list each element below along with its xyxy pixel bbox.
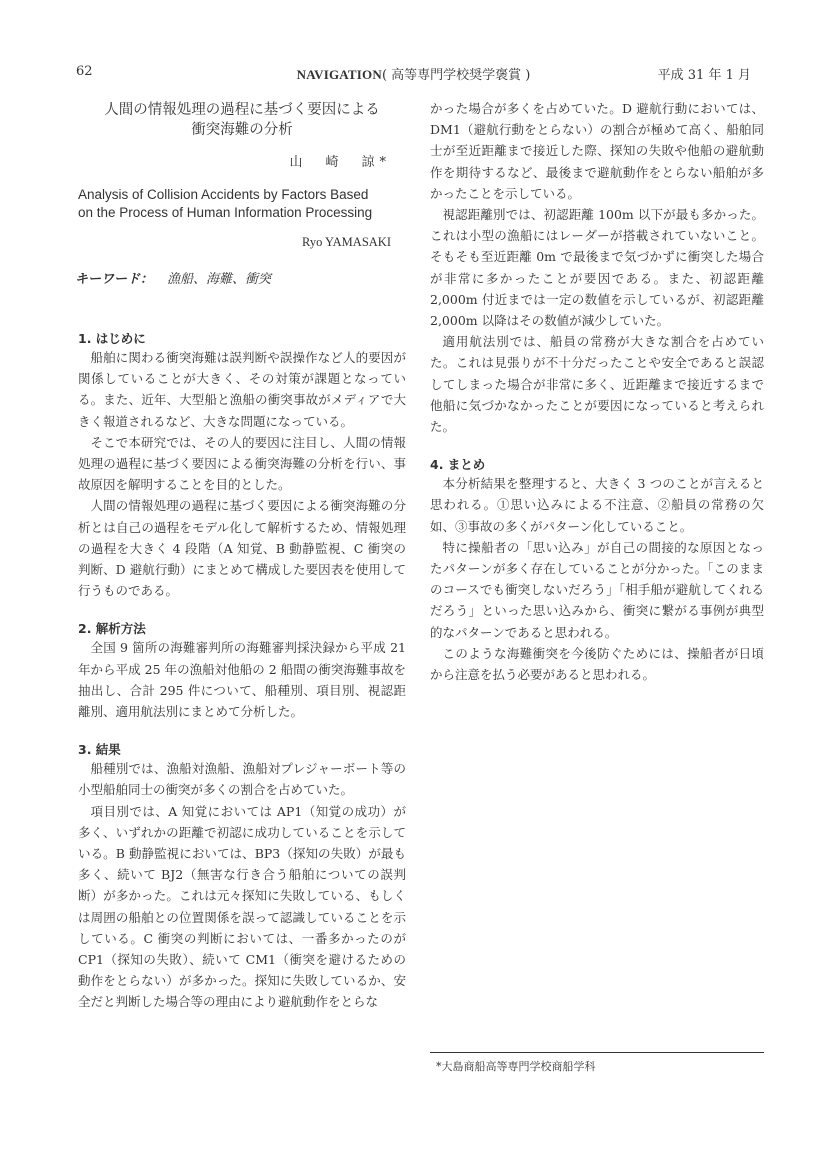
keywords-label: キーワード： (75, 272, 154, 287)
author-en: Ryo YAMASAKI (302, 235, 391, 249)
s1-paragraph-2: そこで本研究では、その人的要因に注目し、人間の情報処理の過程に基づく要因による衝突海難の分析を行い、事故原因を解明することを目的とした。 (78, 434, 406, 493)
author-ja: 山 崎 諒* (289, 155, 391, 170)
title-en-line1: Analysis of Collision Accidents by Factors Based (78, 187, 369, 202)
journal-name: NAVIGATION (296, 67, 382, 82)
article-title-ja (78, 100, 406, 140)
section-heading-1: 1. はじめに (78, 331, 146, 346)
left-column (78, 329, 406, 1013)
s1-paragraph-3: 人間の情報処理の過程に基づく要因による衝突海難の分析とは自己の過程をモデル化して解析するため、情報処理の過程を大きく 4 段階（A 知覚、B 動静監視、C 衝突の判断、D 避航行動）にまとめて構成した要因表を使用して行うものである。 (78, 498, 406, 599)
section-heading-3: 3. 結果 (78, 742, 121, 758)
article-title-en (78, 186, 408, 222)
page-number: 62 (76, 64, 93, 79)
s3-paragraph-3: 視認距離別では、初認距離 100m 以下が最も多かった。これは小型の漁船にはレーダーが搭載されていないこと。そもそも至近距離 0m で最後まで気づかずに衝突した場合が非常に多かったことが要因である。また、初認距離 2,000m 付近までは一定の数値を示しているが、初認距離 2,000m 以降はその数値が減少していた。 (430, 207, 764, 329)
section-heading-2: 2. 解析方法 (78, 621, 146, 637)
s4-paragraph-3: このような海難衝突を今後防ぐためには、操船者が日頃から注意を払う必要があると思われる。 (430, 645, 764, 683)
footnote-rule (430, 1052, 764, 1053)
title-ja-line1: 人間の情報処理の過程に基づく要因による (104, 102, 380, 118)
keywords-value: 漁船、海難、衝突 (167, 272, 272, 287)
footnote: *大島商船高等専門学校商船学科 (436, 1060, 596, 1073)
s3-paragraph-2-cont: かった場合が多くを占めていた。D 避航行動においては、DM1（避航行動をとらない）の割合が極めて高く、船舶同士が至近距離まで接近した際、探知の失敗や他船の避航動作を期待するなど、最後まで避航動作をとらない船舶が多かったことを示している。 (430, 101, 764, 201)
right-column (430, 98, 764, 685)
keywords (75, 268, 271, 287)
s2-paragraph-1: 全国 9 箇所の海難審判所の海難審判採決録から平成 21 年から平成 25 年の漁船対他船の 2 船間の衝突海難事故を抽出し、合計 295 件について、船種別、項目別、視認距離別、適用航法別にまとめて分析した。 (78, 640, 406, 720)
s3-paragraph-2: 項目別では、A 知覚においては AP1（知覚の成功）が多く、いずれかの距離で初認に成功していることを示している。B 動静監視においては、BP3（探知の失敗）が最も多く、続いて BJ2（無害な行き合う船舶についての誤判断）が多かった。これは元々探知に失敗している、もしくは周囲の船舶との位置関係を誤って認識していることを示している。C 衝突の判断においては、一番多かったのが CP1（探知の失敗）、続いて CM1（衝突を避けるための動作をとらない）が多かった。探知に失敗しているか、安全だと判断した場合等の理由により避航動作をとらな (78, 803, 406, 1010)
title-ja-line2: 衝突海難の分析 (191, 122, 293, 138)
s3-paragraph-1: 船種別では、漁船対漁船、漁船対プレジャーボート等の小型船舶同士の衝突が多くの割合を占めていた。 (78, 761, 406, 798)
title-en-line2: on the Process of Human Information Processing (78, 205, 373, 220)
issue-date: 平成 31 年 1 月 (657, 68, 751, 83)
s1-paragraph-1: 船舶に関わる衝突海難は誤判断や誤操作など人的要因が関係していることが大きく、その対策が課題となっている。また、近年、大型船と漁船の衝突事故がメディアで大きく報道されるなど、大きな問題になっている。 (78, 350, 406, 429)
s4-paragraph-2: 特に操船者の「思い込み」が自己の間接的な原因となったパターンが多く存在していることが分かった。「このままのコースでも衝突しないだろう」「相手船が避航してくれるだろう」といった思い込みから、衝突に繋がる事例が典型的なパターンであると思われる。 (430, 539, 764, 640)
journal-subtitle: ( 高等専門学校奨学褒賞 ) (381, 68, 531, 83)
s4-paragraph-1: 本分析結果を整理すると、大きく 3 つのことが言えると思われる。①思い込みによる不注意、②船員の常務の欠如、③事故の多くがパターン化していること。 (430, 476, 764, 534)
section-heading-4: 4. まとめ (430, 457, 486, 473)
s3-paragraph-4: 適用航法別では、船員の常務が大きな割合を占めていた。これは見張りが不十分だったことや安全であると誤認してしまった場合が非常に多く、近距離まで接近するまで他船に気づかなかったことが要因になっていると考えられた。 (430, 334, 764, 435)
